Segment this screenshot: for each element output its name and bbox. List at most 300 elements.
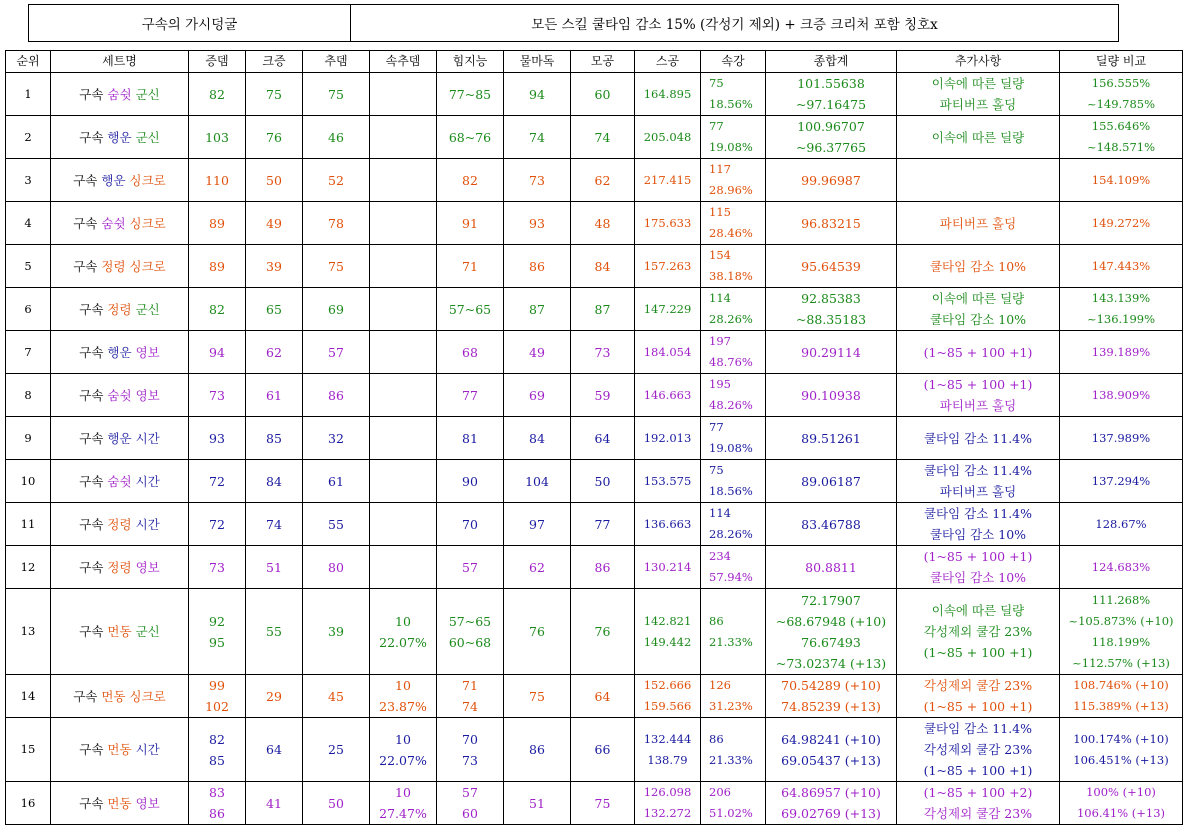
note-cell-line: 쿨타임 감소 11.4% (923, 463, 1033, 478)
compare-cell-line: 147.443% (1091, 258, 1151, 273)
skill-atk-cell (635, 675, 701, 718)
compare-cell (1060, 73, 1183, 116)
set-name-cell (51, 503, 189, 546)
skill-atk-cell-line: 217.415 (643, 172, 692, 187)
set-part-b: 시간 (135, 473, 160, 489)
skill-atk-cell-line: 147.229 (643, 301, 692, 316)
add-dmg-cell-line: 80 (328, 559, 344, 575)
total-cell-line: 95.64539 (801, 258, 861, 274)
dmg-cell-line: 92 (209, 613, 225, 629)
table-header-row (6, 51, 1183, 73)
add-dmg-cell-line: 45 (328, 688, 344, 704)
atk-cell (504, 73, 571, 116)
total-cell (766, 116, 897, 159)
skill-atk-cell-line: 132.272 (643, 806, 692, 820)
compare-cell-line: 139.189% (1091, 344, 1151, 359)
col-atk-header: 물마독 (504, 51, 571, 73)
note-cell-line: 파티버프 홀딩 (939, 215, 1017, 231)
skill-atk-cell-line: 157.263 (643, 258, 692, 273)
skill-atk-cell-line: 192.013 (643, 430, 692, 445)
rank-cell: 2 (6, 116, 51, 159)
set-name-cell (51, 159, 189, 202)
dmg-cell (189, 503, 246, 546)
crit-cell (246, 589, 303, 675)
col-note-header: 추가사항 (897, 51, 1060, 73)
elem-cell (701, 589, 766, 675)
add-dmg-cell (303, 460, 370, 503)
add-dmg-cell (303, 331, 370, 374)
dmg-cell-line: 89 (209, 258, 225, 274)
elem-add-cell-line: 27.47% (379, 806, 427, 821)
atk-cell (504, 202, 571, 245)
total-cell (766, 331, 897, 374)
dmg-cell (189, 159, 246, 202)
note-cell-line: (1~85 + 100 +1) (923, 377, 1033, 392)
elem-cell-line: 77 (709, 119, 724, 133)
rank-cell: 1 (6, 73, 51, 116)
stat-cell (437, 73, 504, 116)
dmg-cell-line: 110 (205, 172, 229, 188)
note-cell-line: 각성제외 쿨감 23% (923, 806, 1033, 821)
crit-cell (246, 116, 303, 159)
table-row (6, 73, 1183, 116)
col-crit-header: 크증 (246, 51, 303, 73)
elem-cell-line: 19.08% (709, 140, 753, 154)
compare-cell (1060, 374, 1183, 417)
table-row (6, 331, 1183, 374)
add-dmg-cell-line: 75 (328, 86, 344, 102)
atk-cell (504, 245, 571, 288)
skill-atk-cell-line: 138.79 (647, 752, 688, 767)
compare-cell-line: 156.555% (1091, 76, 1151, 90)
elem-cell (701, 374, 766, 417)
compare-cell (1060, 589, 1183, 675)
note-cell-line: 파티버프 홀딩 (939, 484, 1017, 499)
table-row (6, 718, 1183, 782)
stat-cell (437, 245, 504, 288)
elem-cell-line: 114 (709, 506, 731, 520)
dmg-cell-line: 85 (209, 752, 225, 768)
note-cell-line: (1~85 + 100 +1) (923, 645, 1033, 660)
add-dmg-cell-line: 46 (328, 129, 344, 145)
page-title: 구속의 가시덩굴 (28, 4, 351, 42)
atk-cell (504, 116, 571, 159)
stat-cell (437, 546, 504, 589)
elem-add-cell-line: 10 (395, 731, 411, 747)
compare-cell (1060, 331, 1183, 374)
crit-cell (246, 202, 303, 245)
stat-cell (437, 159, 504, 202)
all-atk-cell (571, 718, 635, 782)
atk-cell (504, 546, 571, 589)
table-row (6, 116, 1183, 159)
set-part-a: 정령 (107, 559, 132, 575)
set-part-a: 숨쉿 (107, 387, 132, 403)
all-atk-cell (571, 589, 635, 675)
elem-cell-line: 75 (709, 463, 724, 477)
crit-cell-line: 50 (266, 172, 282, 188)
crit-cell-line: 74 (266, 516, 282, 532)
dmg-cell-line: 73 (209, 559, 225, 575)
compare-cell-line: 100.174% (+10) (1073, 731, 1169, 746)
skill-atk-cell-line: 175.633 (643, 215, 692, 230)
elem-cell (701, 159, 766, 202)
crit-cell-line: 41 (266, 795, 282, 811)
atk-cell-line: 93 (529, 215, 545, 231)
note-cell-line: 각성제외 쿨감 23% (923, 624, 1033, 639)
stat-cell-line: 70 (462, 516, 478, 532)
dmg-cell-line: 82 (209, 731, 225, 747)
set-name-cell (51, 202, 189, 245)
rank-cell: 11 (6, 503, 51, 546)
elem-cell-line: 48.76% (709, 355, 753, 369)
note-cell (897, 116, 1060, 159)
all-atk-cell-line: 62 (594, 172, 611, 188)
all-atk-cell (571, 245, 635, 288)
atk-cell (504, 417, 571, 460)
skill-atk-cell-line: 153.575 (643, 473, 692, 488)
compare-cell-line: 111.268% (1091, 592, 1151, 607)
stat-cell-line: 77~85 (448, 86, 492, 102)
all-atk-cell-line: 64 (594, 430, 611, 446)
stat-cell-line: 60 (462, 806, 478, 821)
stat-cell (437, 460, 504, 503)
compare-cell (1060, 116, 1183, 159)
all-atk-cell (571, 675, 635, 718)
set-prefix: 구속 (73, 172, 98, 188)
add-dmg-cell (303, 782, 370, 825)
all-atk-cell-line: 73 (594, 344, 611, 360)
set-part-a: 행운 (101, 172, 126, 188)
note-cell-line: 쿨타임 감소 10% (929, 258, 1027, 274)
total-cell-line: 70.54289 (+10) (781, 678, 881, 693)
atk-cell-line: 87 (529, 301, 545, 317)
stat-cell (437, 782, 504, 825)
total-cell (766, 675, 897, 718)
set-name-cell (51, 417, 189, 460)
rank-cell: 12 (6, 546, 51, 589)
atk-cell (504, 159, 571, 202)
skill-atk-cell-line: 136.663 (643, 516, 692, 531)
dmg-cell (189, 460, 246, 503)
rank-cell: 9 (6, 417, 51, 460)
elem-cell (701, 417, 766, 460)
set-name-cell (51, 589, 189, 675)
stat-cell-line: 77 (462, 387, 478, 403)
dmg-cell (189, 718, 246, 782)
note-cell (897, 460, 1060, 503)
all-atk-cell (571, 73, 635, 116)
set-part-a: 행운 (107, 344, 132, 360)
col-stat-header: 힘지능 (437, 51, 504, 73)
note-cell-line: 쿨타임 감소 10% (929, 570, 1027, 585)
set-part-b: 영보 (135, 795, 160, 811)
elem-cell-line: 31.23% (709, 699, 753, 713)
elem-cell (701, 460, 766, 503)
elem-cell (701, 503, 766, 546)
add-dmg-cell-line: 55 (328, 516, 344, 532)
set-part-b: 영보 (135, 559, 160, 575)
set-part-b: 싱크로 (129, 215, 166, 231)
atk-cell-line: 75 (529, 688, 545, 704)
compare-cell-line: 100% (+10) (1086, 785, 1156, 799)
all-atk-cell-line: 86 (594, 559, 611, 575)
dmg-cell-line: 102 (205, 699, 229, 714)
elem-cell-line: 28.26% (709, 527, 753, 541)
add-dmg-cell (303, 718, 370, 782)
elem-add-cell (370, 245, 437, 288)
crit-cell (246, 417, 303, 460)
col-all-header: 모공 (571, 51, 635, 73)
add-dmg-cell-line: 32 (328, 430, 344, 446)
note-cell (897, 374, 1060, 417)
skill-atk-cell (635, 546, 701, 589)
rank-cell: 8 (6, 374, 51, 417)
all-atk-cell (571, 159, 635, 202)
elem-cell-line: 86 (709, 731, 724, 746)
table-row (6, 546, 1183, 589)
set-part-a: 행운 (107, 129, 132, 145)
elem-add-cell (370, 460, 437, 503)
compare-cell-line: 138.909% (1091, 387, 1151, 402)
crit-cell-line: 75 (266, 86, 282, 102)
atk-cell-line: 86 (529, 742, 545, 757)
dmg-cell (189, 417, 246, 460)
set-prefix: 구속 (73, 258, 98, 274)
note-cell (897, 245, 1060, 288)
total-cell-line: 69.05437 (+13) (781, 752, 881, 768)
compare-cell (1060, 159, 1183, 202)
note-cell-line: 쿨타임 감소 11.4% (923, 430, 1033, 446)
elem-cell-line: 18.56% (709, 97, 753, 111)
table-row (6, 675, 1183, 718)
compare-cell-line: 149.272% (1091, 215, 1151, 230)
atk-cell-line: 104 (525, 473, 549, 489)
elem-cell-line: 195 (709, 377, 731, 391)
add-dmg-cell (303, 288, 370, 331)
note-cell-line: 쿨타임 감소 11.4% (923, 721, 1033, 736)
set-name-cell (51, 245, 189, 288)
skill-atk-cell (635, 331, 701, 374)
dmg-cell-line: 103 (205, 129, 229, 145)
stat-cell-line: 68 (462, 344, 478, 360)
set-part-a: 숨쉿 (107, 86, 132, 102)
add-dmg-cell (303, 374, 370, 417)
total-cell-line: 74.85239 (+13) (781, 699, 881, 714)
add-dmg-cell (303, 73, 370, 116)
crit-cell-line: 62 (266, 344, 282, 360)
total-cell-line: 72.17907 (801, 592, 861, 608)
elem-add-cell (370, 417, 437, 460)
stat-cell-line: 68~76 (448, 129, 492, 145)
elem-cell-line: 234 (709, 549, 731, 563)
elem-cell-line: 154 (709, 248, 731, 262)
col-set-header: 세트명 (51, 51, 189, 73)
total-cell (766, 589, 897, 675)
note-cell-line: (1~85 + 100 +2) (923, 785, 1033, 800)
crit-cell (246, 245, 303, 288)
col-dmg-header: 증뎀 (189, 51, 246, 73)
atk-cell-line: 84 (529, 430, 545, 446)
stat-cell (437, 202, 504, 245)
stat-cell-line: 71 (462, 678, 478, 693)
elem-cell-line: 48.26% (709, 398, 753, 412)
dmg-cell (189, 116, 246, 159)
set-part-b: 싱크로 (129, 172, 166, 188)
total-cell (766, 546, 897, 589)
total-cell-line: 89.06187 (801, 473, 861, 489)
crit-cell (246, 374, 303, 417)
set-prefix: 구속 (79, 742, 104, 757)
all-atk-cell (571, 546, 635, 589)
set-name-cell (51, 73, 189, 116)
table-row (6, 245, 1183, 288)
col-elem-header: 속강 (701, 51, 766, 73)
dmg-cell-line: 94 (209, 344, 225, 360)
elem-cell-line: 28.26% (709, 312, 753, 326)
all-atk-cell (571, 116, 635, 159)
skill-atk-cell-line: 164.895 (643, 86, 692, 101)
atk-cell-line: 73 (529, 172, 545, 188)
crit-cell (246, 288, 303, 331)
elem-add-cell (370, 331, 437, 374)
compare-cell (1060, 417, 1183, 460)
set-part-b: 군신 (135, 129, 160, 145)
add-dmg-cell (303, 245, 370, 288)
set-prefix: 구속 (79, 624, 104, 639)
add-dmg-cell-line: 39 (328, 624, 344, 639)
total-cell-line: 64.86957 (+10) (781, 785, 881, 800)
col-add-header: 추뎀 (303, 51, 370, 73)
table-row (6, 782, 1183, 825)
stat-cell-line: 91 (462, 215, 478, 231)
stat-cell (437, 417, 504, 460)
atk-cell-line: 86 (529, 258, 545, 274)
note-cell-line: 이속에 따른 딜량 (931, 76, 1025, 91)
stat-cell (437, 374, 504, 417)
stat-cell-line: 57 (462, 559, 478, 575)
compare-cell-line: 106.41% (+13) (1076, 806, 1166, 820)
stat-cell (437, 288, 504, 331)
elem-cell-line: 38.18% (709, 269, 753, 283)
crit-cell (246, 503, 303, 546)
elem-cell-line: 21.33% (709, 634, 753, 649)
all-atk-cell-line: 74 (594, 129, 611, 145)
elem-cell (701, 675, 766, 718)
dmg-cell (189, 589, 246, 675)
set-part-b: 싱크로 (129, 258, 166, 274)
atk-cell-line: 97 (529, 516, 545, 532)
skill-atk-cell (635, 73, 701, 116)
set-name-cell (51, 374, 189, 417)
compare-cell (1060, 503, 1183, 546)
elem-add-cell (370, 782, 437, 825)
atk-cell (504, 782, 571, 825)
set-name-cell (51, 718, 189, 782)
elem-add-cell (370, 159, 437, 202)
set-part-a: 정령 (101, 258, 126, 274)
compare-cell-line: 108.746% (+10) (1073, 678, 1169, 692)
set-part-a: 정령 (107, 301, 132, 317)
elem-cell-line: 115 (709, 205, 731, 219)
total-cell-line: ~88.35183 (795, 312, 867, 327)
all-atk-cell (571, 288, 635, 331)
rank-cell: 5 (6, 245, 51, 288)
compare-cell-line: 118.199% (1091, 634, 1151, 649)
note-cell (897, 546, 1060, 589)
rank-cell: 14 (6, 675, 51, 718)
crit-cell-line: 76 (266, 129, 282, 145)
elem-cell (701, 288, 766, 331)
elem-cell-line: 21.33% (709, 752, 753, 767)
note-cell (897, 417, 1060, 460)
set-part-b: 영보 (135, 344, 160, 360)
compare-cell-line: 115.389% (+13) (1073, 699, 1169, 713)
add-dmg-cell (303, 546, 370, 589)
elem-add-cell (370, 202, 437, 245)
elem-cell-line: 114 (709, 291, 731, 305)
add-dmg-cell (303, 417, 370, 460)
dmg-cell (189, 245, 246, 288)
note-cell-line: 이속에 따른 딜량 (931, 603, 1025, 618)
elem-add-cell (370, 718, 437, 782)
total-cell (766, 288, 897, 331)
elem-cell-line: 126 (709, 678, 731, 692)
add-dmg-cell (303, 202, 370, 245)
table-row (6, 288, 1183, 331)
note-cell-line: 쿨타임 감소 11.4% (923, 506, 1033, 521)
total-cell-line: 89.51261 (801, 430, 861, 446)
rank-cell: 7 (6, 331, 51, 374)
dmg-cell-line: 99 (209, 678, 225, 693)
all-atk-cell-line: 76 (594, 624, 611, 639)
skill-atk-cell (635, 374, 701, 417)
elem-cell (701, 331, 766, 374)
compare-cell-line: 124.683% (1091, 559, 1151, 574)
compare-cell-line: ~136.199% (1086, 312, 1156, 326)
stat-cell-line: 57~65 (448, 613, 492, 629)
add-dmg-cell (303, 589, 370, 675)
elem-add-cell-line: 10 (395, 785, 411, 800)
crit-cell-line: 49 (266, 215, 282, 231)
skill-atk-cell (635, 589, 701, 675)
note-cell-line: (1~85 + 100 +1) (923, 763, 1033, 778)
atk-cell (504, 374, 571, 417)
compare-cell-line: 106.451% (+13) (1073, 752, 1169, 767)
elem-add-cell-line: 22.07% (379, 752, 427, 768)
set-part-a: 숨쉿 (101, 215, 126, 231)
ranking-table (5, 50, 1183, 825)
all-atk-cell-line: 87 (594, 301, 611, 317)
atk-cell (504, 718, 571, 782)
compare-cell-line: 155.646% (1091, 119, 1151, 133)
elem-add-cell-line: 22.07% (379, 634, 427, 650)
elem-cell (701, 116, 766, 159)
set-prefix: 구속 (73, 215, 98, 231)
elem-cell-line: 51.02% (709, 806, 753, 820)
add-dmg-cell (303, 159, 370, 202)
elem-add-cell-line: 10 (395, 613, 411, 629)
crit-cell-line: 84 (266, 473, 282, 489)
skill-atk-cell-line: 205.048 (643, 129, 692, 144)
elem-cell (701, 782, 766, 825)
page-subtitle: 모든 스킬 쿨타임 감소 15% (각성기 제외) + 크증 크리처 포함 칭호x (351, 4, 1119, 42)
stat-cell (437, 675, 504, 718)
elem-cell-line: 77 (709, 420, 724, 434)
total-cell-line: 90.29114 (801, 344, 861, 360)
crit-cell-line: 39 (266, 258, 282, 274)
skill-atk-cell (635, 460, 701, 503)
